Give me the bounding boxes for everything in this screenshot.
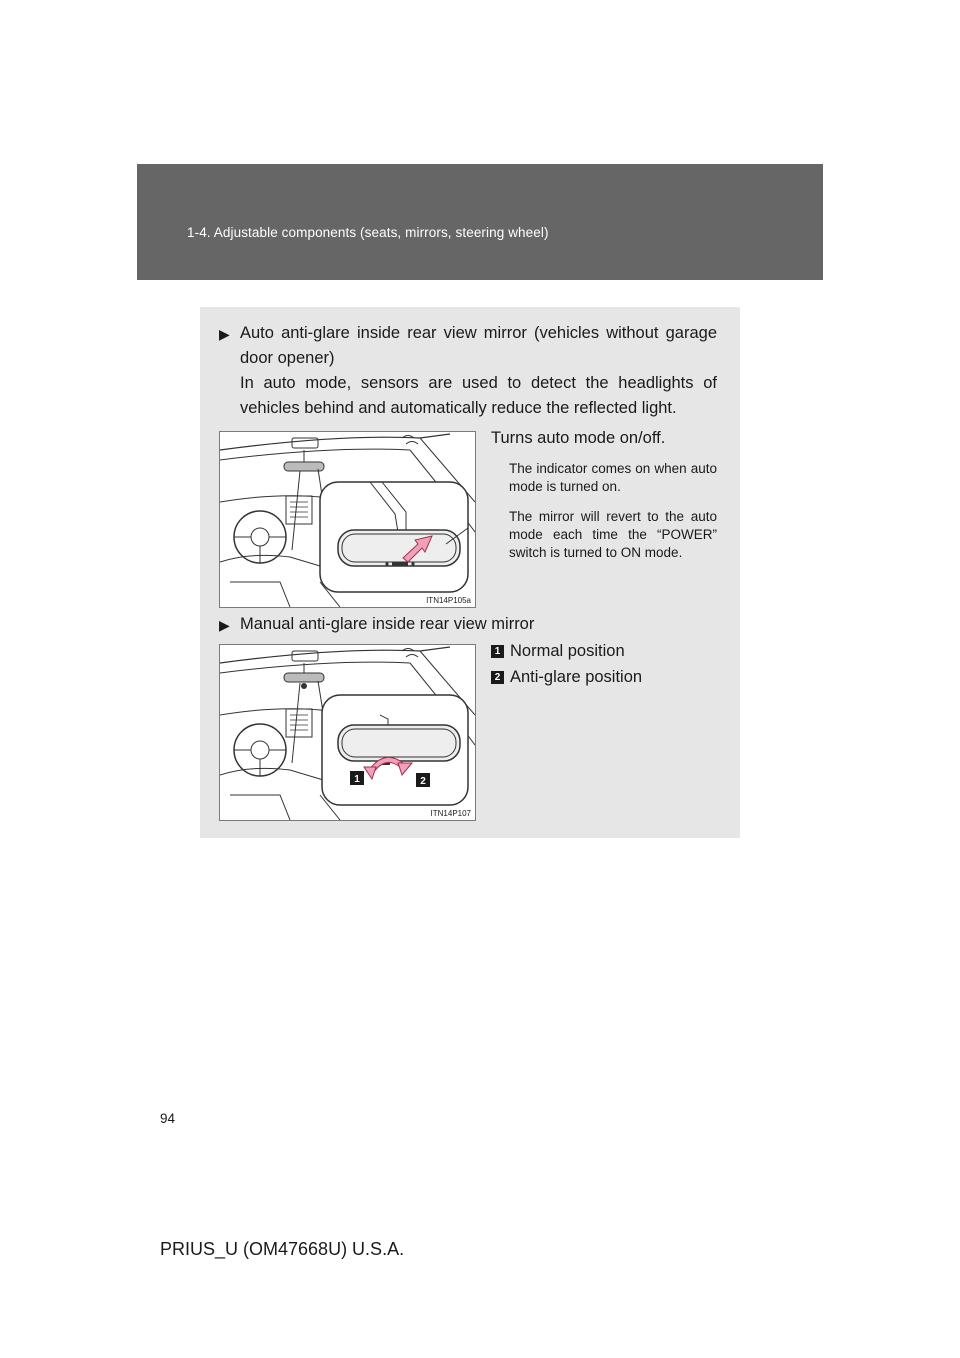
figure-code: ITN14P105a: [426, 596, 471, 605]
section-title: 1-4. Adjustable components (seats, mirrors, steering wheel): [187, 225, 549, 240]
figure-label-2: 2: [420, 776, 426, 787]
figure-label-1: 1: [354, 774, 360, 785]
manual-mirror-figure: [219, 644, 476, 821]
bullet-triangle-icon: ▶: [219, 617, 230, 633]
bullet-triangle-icon: ▶: [219, 326, 230, 342]
auto-mirror-figure: [219, 431, 476, 608]
anti-glare-position-label: 2 Anti-glare position: [491, 668, 642, 687]
manual-mirror-heading: ▶ Manual anti-glare inside rear view mirror: [240, 612, 717, 637]
section-header-bar: [137, 164, 823, 280]
auto-mirror-description: In auto mode, sensors are used to detect the headlights of vehicles behind and automatically reduce the reflected light.: [240, 374, 717, 417]
page-number: 94: [160, 1111, 176, 1126]
auto-mirror-heading: ▶ Auto anti-glare inside rear view mirror (vehicles without garage door opener): [219, 324, 717, 367]
indicator-note: The indicator comes on when auto mode is turned on.: [509, 461, 717, 494]
car-interior-manual-mirror-illustration: [220, 645, 475, 820]
auto-mode-callout: Turns auto mode on/off.: [491, 429, 666, 447]
number-badge: 1: [491, 645, 504, 658]
footer-model: PRIUS_U (OM47668U) U.S.A.: [160, 1239, 405, 1259]
number-badge: 2: [491, 671, 504, 684]
revert-note: The mirror will revert to the auto mode each time the “POWER” switch is turned to ON mode.: [509, 509, 717, 560]
normal-position-label: 1 Normal position: [491, 642, 625, 661]
figure-code: ITN14P107: [430, 809, 471, 818]
car-interior-auto-mirror-illustration: [220, 432, 475, 607]
